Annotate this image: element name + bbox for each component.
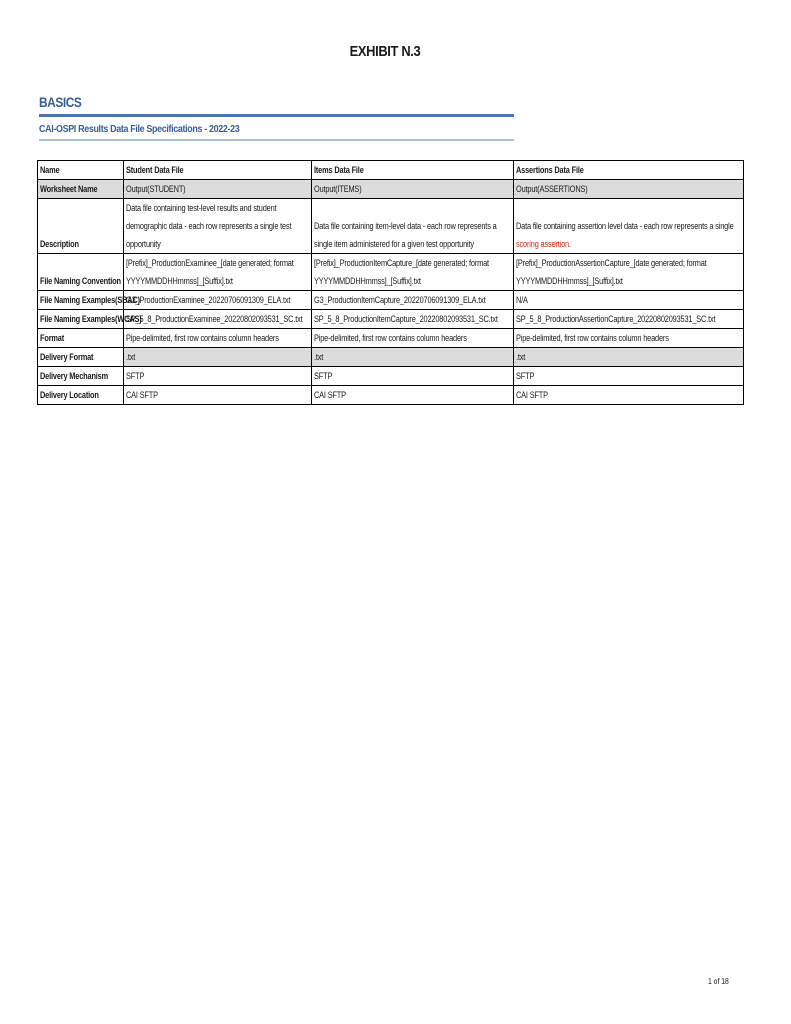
assertions-cell: SP_5_8_ProductionAssertionCapture_20220802093531_SC.txt	[514, 310, 744, 329]
student-cell: SP_5_8_ProductionExaminee_20220802093531_SC.txt	[124, 310, 312, 329]
items-cell: G3_ProductionItemCapture_20220706091309_ELA.txt	[312, 291, 514, 310]
file-naming-examples-wcas-row	[38, 310, 744, 329]
assertions-cell: Output(ASSERTIONS)	[514, 180, 744, 199]
assertions-cell: .txt	[514, 348, 744, 367]
row-label: File Naming Examples(SBAC)	[38, 291, 124, 310]
subheading: CAI-OSPI Results Data File Specifications - 2022-23	[39, 123, 240, 135]
format-row	[38, 329, 744, 348]
student-cell: .txt	[124, 348, 312, 367]
header-student-cell: Student Data File	[124, 161, 312, 180]
file-naming-convention-row	[38, 254, 744, 291]
student-cell: [Prefix]_ProductionExaminee_[date generated; format YYYYMMDDHHmmss]_[Suffix].txt	[124, 254, 312, 291]
worksheet-name-row	[38, 180, 744, 199]
file-naming-examples-sbac-row	[38, 291, 744, 310]
row-label: File Naming Examples(WCAS)	[38, 310, 124, 329]
header-items-cell: Items Data File	[312, 161, 514, 180]
row-label: Description	[38, 199, 124, 254]
assertions-cell: [Prefix]_ProductionAssertionCapture_[date generated; format YYYYMMDDHHmmss]_[Suffix].txt	[514, 254, 744, 291]
exhibit-title: EXHIBIT N.3	[349, 43, 421, 60]
description-row	[38, 199, 744, 254]
table-header-row	[38, 161, 744, 180]
items-cell: SP_5_8_ProductionItemCapture_20220802093531_SC.txt	[312, 310, 514, 329]
delivery-format-row	[38, 348, 744, 367]
student-cell: Pipe-delimited, first row contains column headers	[124, 329, 312, 348]
student-cell: Data file containing test-level results and student demographic data - each row represents a single test opportunity	[124, 199, 312, 254]
items-cell: [Prefix]_ProductionItemCapture_[date generated; format YYYYMMDDHHmmss]_[Suffix].txt	[312, 254, 514, 291]
row-label: File Naming Convention	[38, 254, 124, 291]
assertions-cell: CAI SFTP	[514, 386, 744, 405]
assertions-cell: SFTP	[514, 367, 744, 386]
row-label: Format	[38, 329, 124, 348]
row-label: Worksheet Name	[38, 180, 124, 199]
student-cell: CAI SFTP	[124, 386, 312, 405]
items-cell: Data file containing item-level data - each row represents a single item administered for a given test opportunity	[312, 199, 514, 254]
heading-rule	[39, 114, 514, 117]
items-cell: .txt	[312, 348, 514, 367]
items-cell: SFTP	[312, 367, 514, 386]
page-number: 1 of 18	[708, 977, 729, 986]
section-heading: BASICS	[39, 94, 82, 110]
items-cell: Output(ITEMS)	[312, 180, 514, 199]
assertions-description-red-text: scoring assertion.	[516, 239, 571, 249]
assertions-cell: N/A	[514, 291, 744, 310]
items-cell: CAI SFTP	[312, 386, 514, 405]
delivery-location-row	[38, 386, 744, 405]
assertions-cell	[514, 199, 744, 254]
assertions-cell: Pipe-delimited, first row contains column headers	[514, 329, 744, 348]
row-label: Delivery Mechanism	[38, 367, 124, 386]
row-label: Delivery Format	[38, 348, 124, 367]
student-cell: Output(STUDENT)	[124, 180, 312, 199]
row-label: Delivery Location	[38, 386, 124, 405]
delivery-mechanism-row	[38, 367, 744, 386]
header-assertions-cell: Assertions Data File	[514, 161, 744, 180]
header-name-cell: Name	[38, 161, 124, 180]
student-cell: SFTP	[124, 367, 312, 386]
specification-table	[37, 160, 744, 405]
student-cell: G3_ProductionExaminee_20220706091309_ELA.txt	[124, 291, 312, 310]
assertions-description-text: Data file containing assertion level data - each row represents a single	[516, 221, 734, 231]
subheading-rule	[39, 139, 514, 141]
items-cell: Pipe-delimited, first row contains column headers	[312, 329, 514, 348]
